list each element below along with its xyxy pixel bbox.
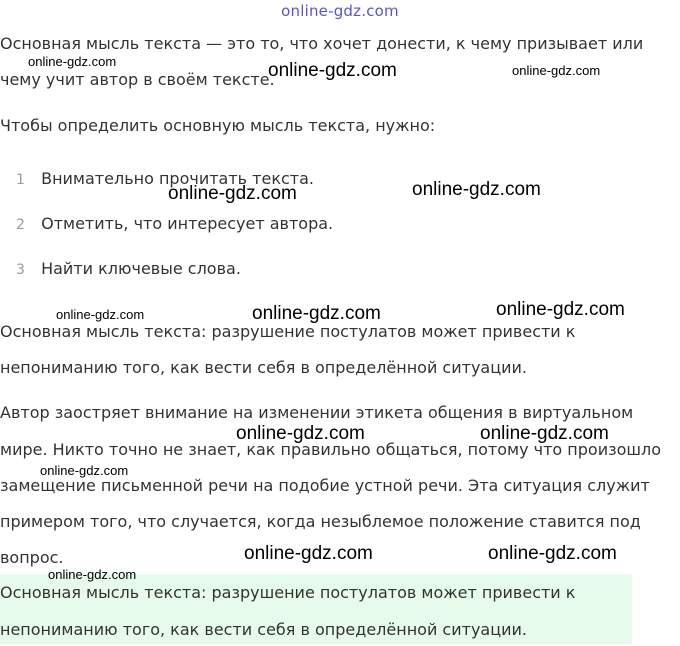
intro-line-1: Основная мысль текста — это то, что хочет донести, к чему призывает или — [0, 34, 644, 53]
intro-line-2: чему учит автор в своём тексте. — [0, 70, 275, 89]
list-item-text: Отметить, что интересует автора. — [41, 214, 334, 233]
watermark: online-gdz.com — [512, 63, 601, 78]
watermark: online-gdz.com — [480, 423, 609, 444]
list-item-number: 1 — [16, 172, 25, 188]
watermark: online-gdz.com — [56, 307, 145, 322]
explanation-line-4: примером того, что случается, когда незыблемое положение ставится под — [0, 512, 641, 531]
watermark: online-gdz.com — [244, 543, 373, 564]
watermark: online-gdz.com — [168, 183, 297, 204]
main-thought-line-2: непониманию того, как вести себя в определённой ситуации. — [0, 358, 527, 377]
answer-line-1: Основная мысль текста: разрушение постулатов может привести к — [0, 583, 576, 602]
list-item-text: Внимательно прочитать текста. — [41, 169, 315, 188]
explanation-line-1: Автор заостряет внимание на изменении этикета общения в виртуальном — [0, 403, 634, 422]
watermark: online-gdz.com — [28, 54, 117, 69]
watermark: online-gdz.com — [40, 463, 129, 478]
main-thought-line-1: Основная мысль текста: разрушение постулатов может привести к — [0, 322, 576, 341]
how-to-lead: Чтобы определить основную мысль текста, нужно: — [0, 116, 436, 135]
list-item-text: Найти ключевые слова. — [41, 259, 241, 278]
explanation-line-5: вопрос. — [0, 548, 64, 567]
list-item — [16, 214, 333, 233]
watermark: online-gdz.com — [496, 299, 625, 320]
watermark: online-gdz.com — [252, 303, 381, 324]
watermark: online-gdz.com — [488, 543, 617, 564]
list-item-number: 3 — [16, 262, 25, 278]
list-item — [16, 259, 241, 278]
watermark: online-gdz.com — [268, 60, 397, 81]
watermark: online-gdz.com — [412, 179, 541, 200]
explanation-line-3: замещение письменной речи на подобие устной речи. Эта ситуация служит — [0, 476, 650, 495]
watermark: online-gdz.com — [236, 423, 365, 444]
watermark: online-gdz.com — [48, 567, 137, 582]
list-item-number: 2 — [16, 217, 25, 233]
site-header-logo[interactable]: online-gdz.com — [281, 2, 399, 20]
list-item — [16, 169, 314, 188]
explanation-line-2: мире. Никто точно не знает, как правильно общаться, потому что произошло — [0, 440, 662, 459]
answer-line-2: непониманию того, как вести себя в определённой ситуации. — [0, 620, 527, 639]
